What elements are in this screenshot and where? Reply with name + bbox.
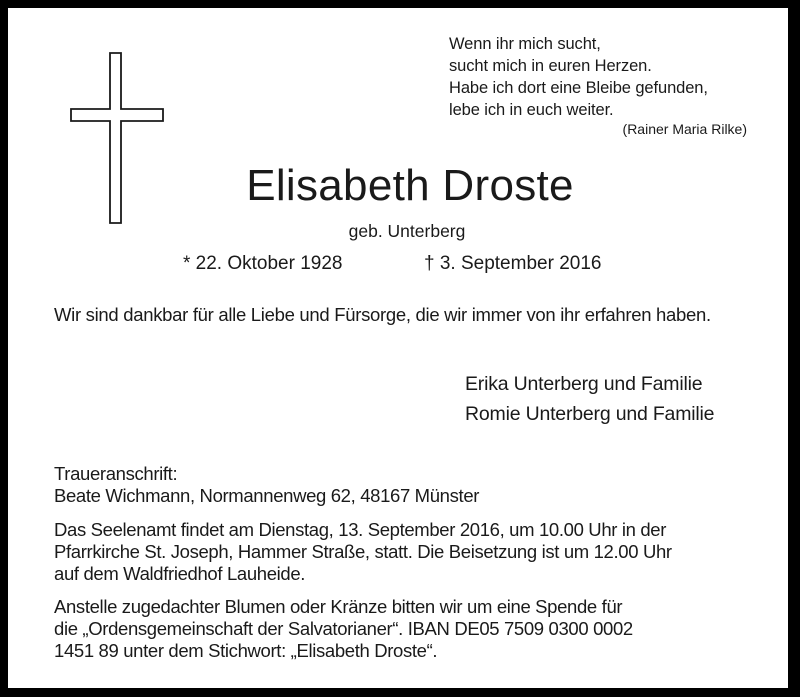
- service-line: Das Seelenamt findet am Dienstag, 13. September 2016, um 10.00 Uhr in der: [54, 519, 667, 540]
- birth-date: * 22. Oktober 1928: [183, 253, 343, 274]
- memorial-poem: [449, 33, 708, 121]
- death-date: † 3. September 2016: [424, 253, 602, 274]
- donation-line: die „Ordensgemeinschaft der Salvatorianer“. IBAN DE05 7509 0300 0002: [54, 618, 633, 639]
- condolence-address: Beate Wichmann, Normannenweg 62, 48167 Münster: [54, 485, 480, 506]
- thanks-text: Wir sind dankbar für alle Liebe und Fürsorge, die wir immer von ihr erfahren haben.: [54, 304, 711, 325]
- donation-line: Anstelle zugedachter Blumen oder Kränze bitten wir um eine Spende für: [54, 596, 623, 617]
- maiden-name: geb. Unterberg: [348, 221, 466, 241]
- condolence-address-label: Traueranschrift:: [54, 463, 178, 484]
- service-line: auf dem Waldfriedhof Lauheide.: [54, 563, 306, 584]
- service-line: Pfarrkirche St. Joseph, Hammer Straße, statt. Die Beisetzung ist um 12.00 Uhr: [54, 541, 672, 562]
- deceased-name: Elisabeth Droste: [246, 161, 574, 210]
- mourner-name: Erika Unterberg und Familie: [465, 373, 703, 395]
- donation-info: [54, 596, 766, 662]
- mourner-name: Romie Unterberg und Familie: [465, 403, 715, 425]
- poem-line: lebe ich in euch weiter.: [449, 101, 614, 119]
- donation-line: 1451 89 unter dem Stichwort: „Elisabeth Droste“.: [54, 640, 438, 661]
- obituary-notice: [8, 8, 788, 688]
- poem-line: Habe ich dort eine Bleibe gefunden,: [449, 79, 708, 97]
- poem-line: Wenn ihr mich sucht,: [449, 35, 601, 53]
- poem-line: sucht mich in euren Herzen.: [449, 57, 652, 75]
- poem-author: (Rainer Maria Rilke): [622, 121, 747, 137]
- service-info: [54, 519, 766, 585]
